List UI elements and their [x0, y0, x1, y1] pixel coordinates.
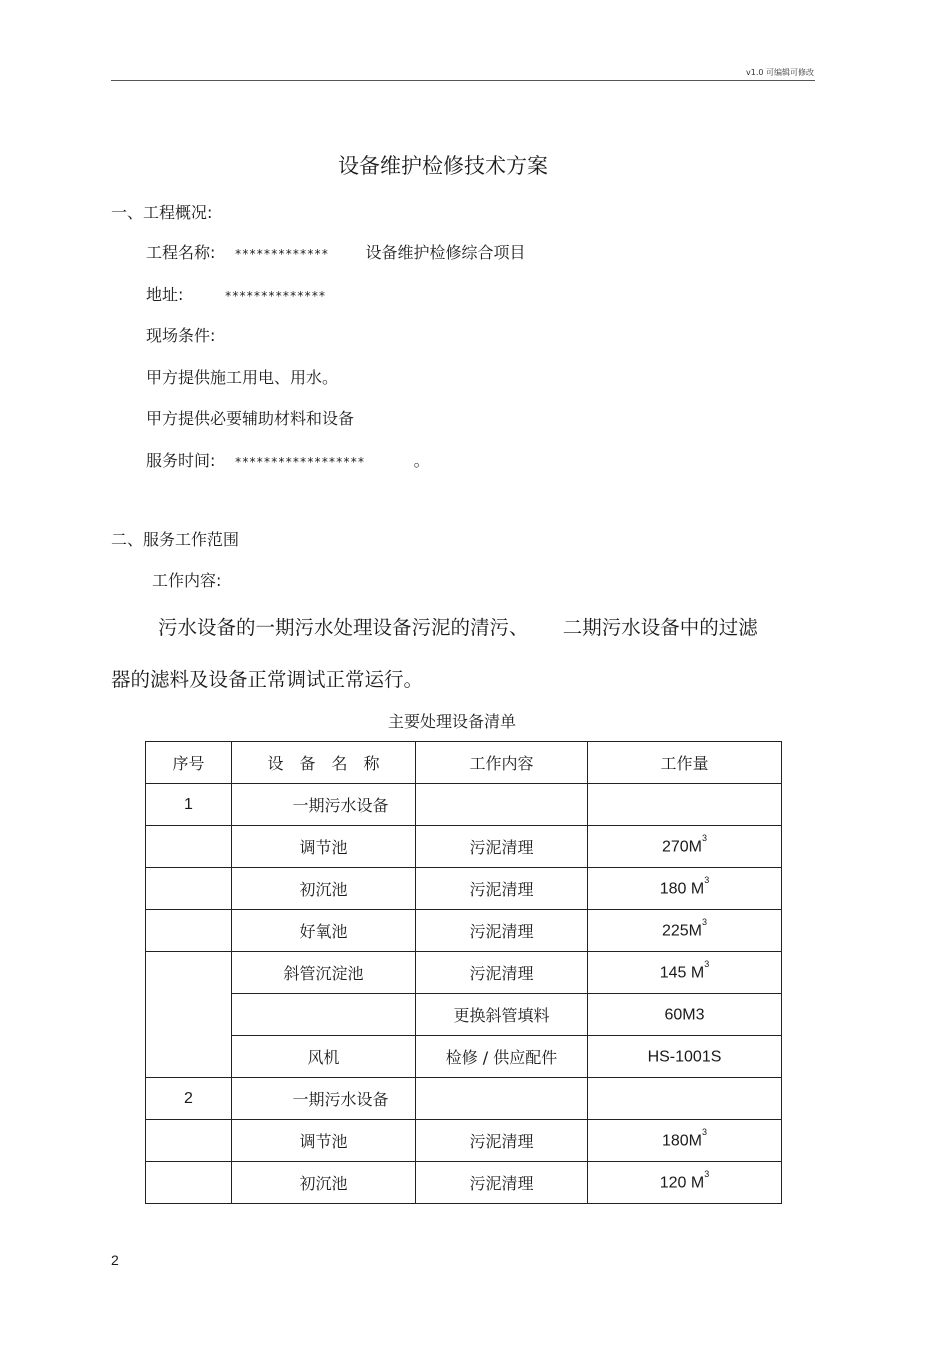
header-equipment-name: 设 备 名 称 [232, 742, 416, 784]
header-rule [111, 80, 815, 81]
row-qty: 180 $M^3$ [588, 868, 782, 910]
row-name: 斜管沉淀池 [232, 952, 416, 994]
row-no [146, 868, 232, 910]
site-conditions-label: 现场条件: [146, 326, 216, 345]
service-time-stars: ****************** [234, 455, 365, 469]
row-name: 风机 [232, 1036, 416, 1078]
row-qty: HS-1001S [588, 1036, 782, 1078]
row-name [232, 994, 416, 1036]
site-condition-1: 甲方提供施工用电、用水。 [146, 368, 339, 387]
site-condition-2: 甲方提供必要辅助材料和设备 [146, 409, 355, 428]
row-task: 污泥清理 [416, 826, 588, 868]
table-row [146, 1036, 782, 1078]
table-row [146, 826, 782, 868]
row-qty [588, 784, 782, 826]
service-time-end: 。 [413, 451, 430, 470]
row-task [416, 784, 588, 826]
row-name: 好氧池 [232, 910, 416, 952]
row-name: 一期污水设备 [232, 1078, 416, 1120]
row-qty: $180M^3$ [588, 1120, 782, 1162]
row-name: 初沉池 [232, 1162, 416, 1204]
work-paragraph-line1 [158, 612, 758, 640]
service-time-line [146, 448, 430, 471]
row-task [416, 1078, 588, 1120]
row-name: 调节池 [232, 1120, 416, 1162]
header-workload: 工作量 [588, 742, 782, 784]
work-paragraph-part-a: 污水设备的一期污水处理设备污泥的清污、 [158, 616, 529, 639]
row-no: 2 [146, 1078, 232, 1120]
table-row [146, 1120, 782, 1162]
row-qty: 60M3 [588, 994, 782, 1036]
row-no: 1 [146, 784, 232, 826]
row-task: 污泥清理 [416, 952, 588, 994]
address-stars: ************** [224, 289, 326, 303]
table-row [146, 994, 782, 1036]
table-row [146, 1162, 782, 1204]
table-row [146, 784, 782, 826]
row-no [146, 910, 232, 952]
row-qty: 145 $M^3$ [588, 952, 782, 994]
address-label: 地址: [146, 285, 184, 304]
header-version: v1.0 可编辑可修改 [746, 68, 814, 77]
address-line [146, 282, 326, 305]
project-name-line [146, 240, 526, 263]
row-no [146, 1162, 232, 1204]
table-row [146, 910, 782, 952]
table-header-row [146, 742, 782, 784]
row-task: 检修 / 供应配件 [416, 1036, 588, 1078]
project-name-value: 设备维护检修综合项目 [365, 243, 526, 262]
row-qty [588, 1078, 782, 1120]
row-task: 更换斜管填料 [416, 994, 588, 1036]
row-task: 污泥清理 [416, 910, 588, 952]
header-no: 序号 [146, 742, 232, 784]
row-qty: $270M^3$ [588, 826, 782, 868]
table-row [146, 952, 782, 994]
service-time-label: 服务时间: [146, 451, 216, 470]
header-work-content: 工作内容 [416, 742, 588, 784]
row-name: 一期污水设备 [232, 784, 416, 826]
work-content-label: 工作内容: [152, 571, 222, 590]
document-title: 设备维护检修技术方案 [338, 154, 548, 178]
page-number: 2 [111, 1252, 119, 1268]
row-task: 污泥清理 [416, 868, 588, 910]
work-paragraph-line2: 器的滤料及设备正常调试正常运行。 [111, 668, 424, 691]
equipment-table [145, 741, 782, 1204]
row-no [146, 826, 232, 868]
section2-heading: 二、服务工作范围 [111, 530, 240, 549]
row-qty: $225M^3$ [588, 910, 782, 952]
row-no [146, 1120, 232, 1162]
row-name: 调节池 [232, 826, 416, 868]
project-name-label: 工程名称: [146, 243, 216, 262]
project-name-stars: ************* [234, 247, 329, 261]
table-row [146, 1078, 782, 1120]
row-qty: 120 $M^3$ [588, 1162, 782, 1204]
row-task: 污泥清理 [416, 1162, 588, 1204]
table-row [146, 868, 782, 910]
row-name: 初沉池 [232, 868, 416, 910]
work-paragraph-part-b: 二期污水设备中的过滤 [562, 616, 758, 639]
section1-heading: 一、工程概况: [111, 203, 213, 222]
row-no [146, 952, 232, 1078]
row-task: 污泥清理 [416, 1120, 588, 1162]
table-caption: 主要处理设备清单 [387, 712, 516, 731]
